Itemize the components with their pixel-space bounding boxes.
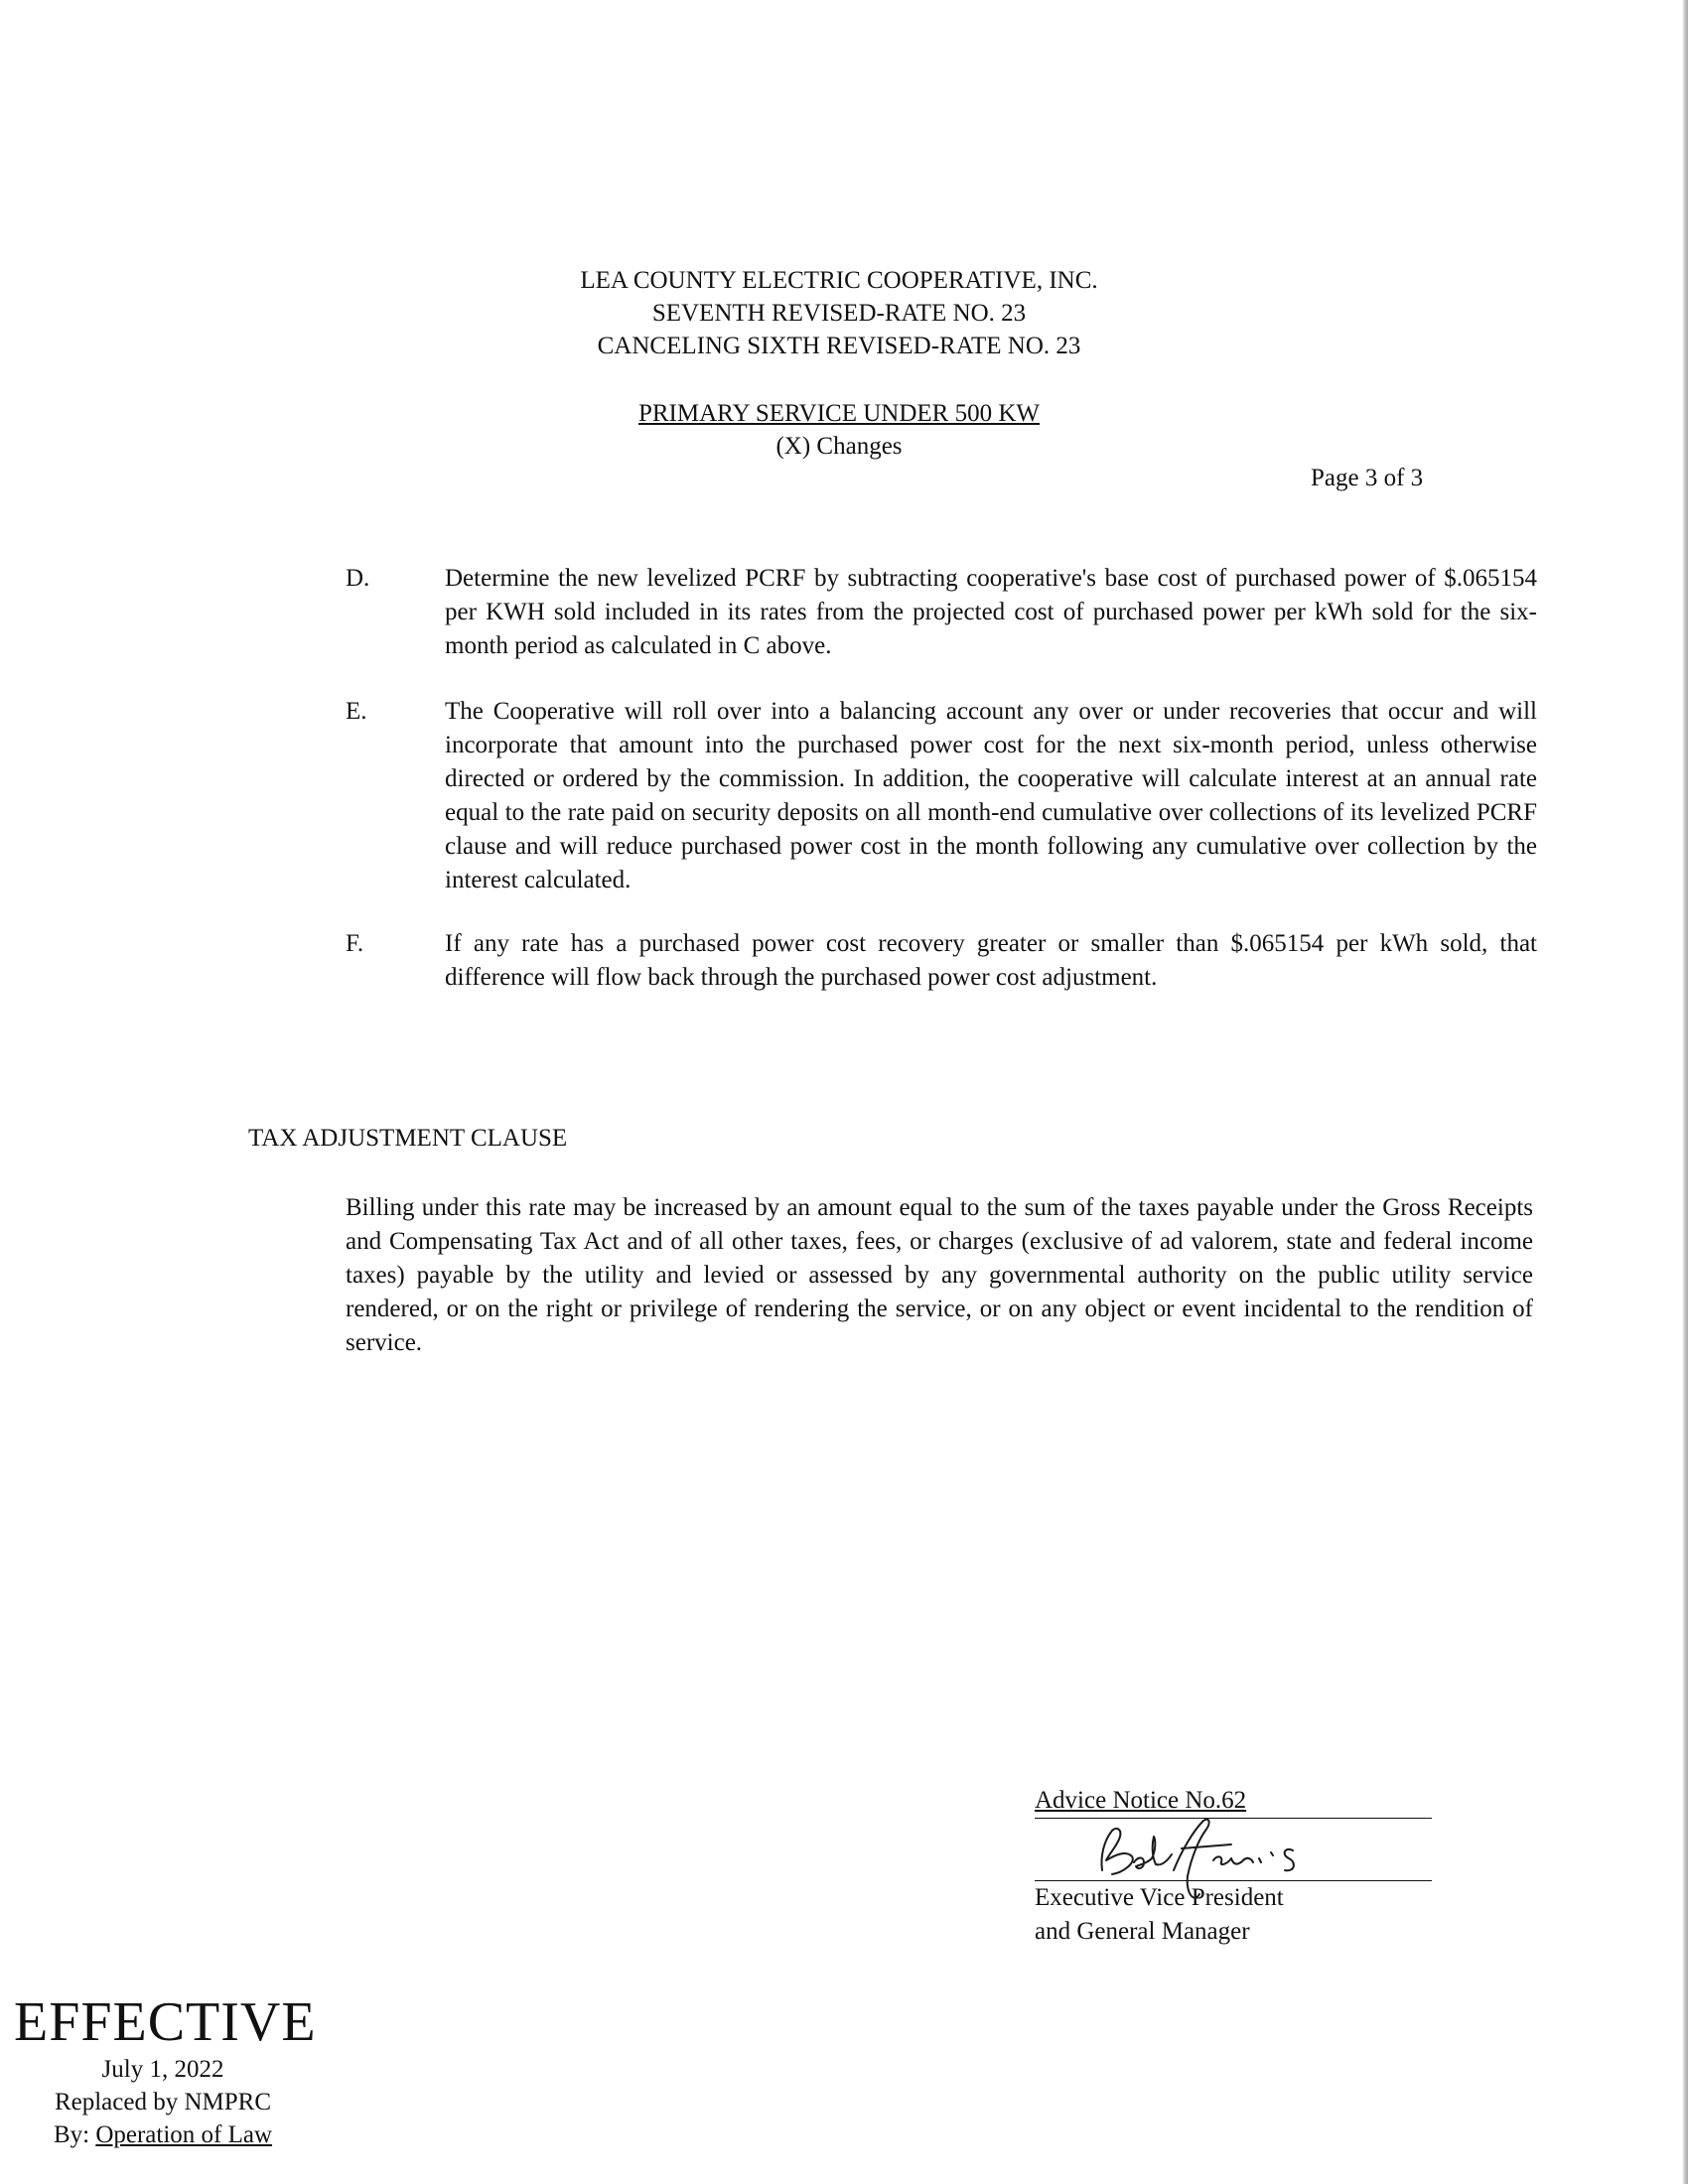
advice-notice: Advice Notice No.62 (1035, 1787, 1247, 1814)
schedule-title (0, 397, 1678, 463)
list-item-d (346, 562, 1537, 663)
effective-stamp (14, 1991, 342, 2151)
by-value: Operation of Law (95, 2121, 273, 2148)
signer-title-line2: and General Manager (1035, 1918, 1250, 1945)
tax-clause-body: Billing under this rate may be increased by an amount equal to the sum of the taxes payable under the Gross Receipts and Compensating Tax Act and of all other taxes, fees, or charges (exclusive of ad valorem, state and federal income taxes) payable by the utility and levied or assessed by any governmental authority on the public utility service rendered, or on the right or privilege of rendering the service, or on any object or event incidental to the rendition of service. (346, 1194, 1533, 1356)
cooperative-name: LEA COUNTY ELECTRIC COOPERATIVE, INC. (580, 267, 1098, 294)
signature-line (1035, 1819, 1432, 1881)
by-line (14, 2118, 312, 2151)
schedule-heading: PRIMARY SERVICE UNDER 500 KW (637, 400, 1041, 427)
item-letter: D. (346, 565, 370, 592)
replaced-by: Replaced by NMPRC (54, 2089, 272, 2116)
list-item-f (346, 927, 1537, 995)
by-prefix: By: (53, 2121, 90, 2148)
signer-title-line1: Executive Vice President (1035, 1884, 1284, 1911)
canceled-rate: CANCELING SIXTH REVISED-RATE NO. 23 (597, 333, 1081, 359)
item-letter: F. (346, 930, 364, 957)
signature-block (1035, 1784, 1432, 1949)
item-text: If any rate has a purchased power cost recovery greater or smaller than $.065154 per kWh sold, that difference will flow back through the purchased power cost adjustment. (445, 930, 1537, 991)
scan-edge (1682, 0, 1688, 2184)
document-header (0, 264, 1678, 362)
page-number: Page 3 of 3 (1311, 465, 1424, 491)
tax-clause-heading: TAX ADJUSTMENT CLAUSE (248, 1125, 568, 1152)
rate-revision: SEVENTH REVISED-RATE NO. 23 (651, 300, 1027, 327)
item-text: Determine the new levelized PCRF by subtracting cooperative's base cost of purchased power of $.065154 per KWH sold included in its rates from the projected cost of purchased power per kWh sold for the six-month period as calculated in C above. (445, 565, 1537, 659)
handwritten-signature (1082, 1801, 1380, 1910)
effective-label: EFFECTIVE (14, 1991, 317, 2053)
changes-marker: (X) Changes (775, 433, 903, 460)
item-text: The Cooperative will roll over into a balancing account any over or under recoveries that occur and will incorporate that amount into the purchased power cost for the next six-month period, unless otherwise directed or ordered by the commission. In addition, the cooperative will calculate interest at an annual rate equal to the rate paid on security deposits on all month-end cumulative over collections of its levelized PCRF clause and will reduce purchased power cost in the month following any cumulative over collection by the interest calculated. (445, 698, 1537, 893)
effective-date: July 1, 2022 (101, 2056, 224, 2083)
item-letter: E. (346, 698, 367, 725)
list-item-e (346, 695, 1537, 897)
